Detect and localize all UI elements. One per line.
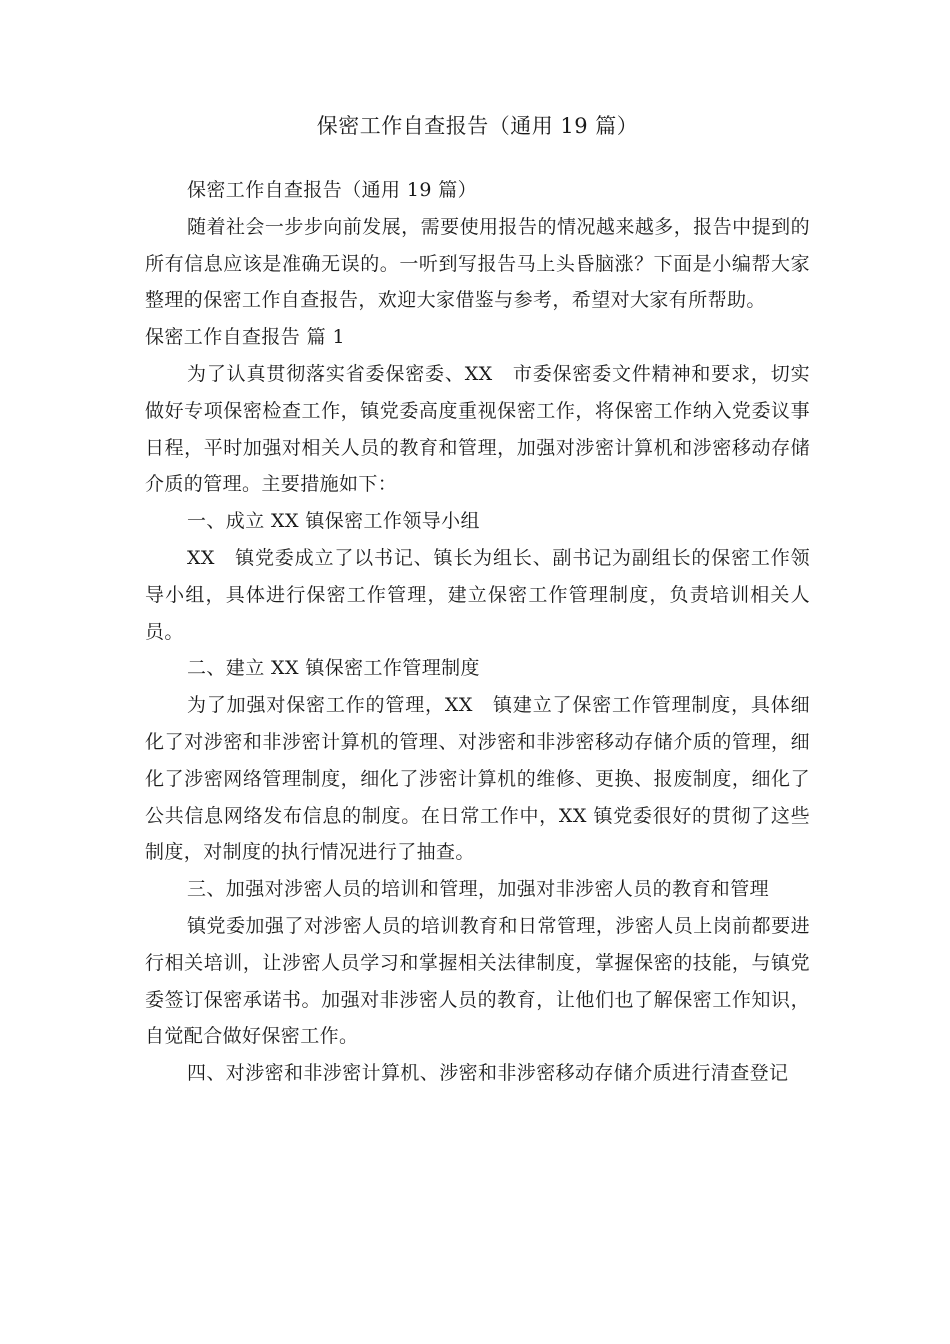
item-heading-1: 一、成立 XX 镇保密工作领导小组 [187, 510, 480, 533]
paragraph-subtitle: 保密工作自查报告（通用 19 篇） [187, 179, 478, 201]
paragraph-overview: 为了认真贯彻落实省委保密委、XX 市委保密委文件精神和要求，切实做好专项保密检查工作，镇党委高度重视保密工作，将保密工作纳入党委议事日程，平时加强对相关人员的教育和管理，加强对涉密计算机和涉密移动存储介质的管理。主要措施如下： [145, 362, 810, 496]
paragraph-intro: 随着社会一步步向前发展，需要使用报告的情况越来越多，报告中提到的所有信息应该是准确无误的。一听到写报告马上头昏脑涨？下面是小编帮大家整理的保密工作自查报告，欢迎大家借鉴与参考，希望对大家有所帮助。 [145, 215, 810, 312]
paragraph-item-3: 镇党委加强了对涉密人员的培训教育和日常管理，涉密人员上岗前都要进行相关培训，让涉密人员学习和掌握相关法律制度，掌握保密的技能，与镇党委签订保密承诺书。加强对非涉密人员的教育，让他们也了解保密工作知识，自觉配合做好保密工作。 [145, 914, 810, 1048]
section-heading: 保密工作自查报告 篇 1 [145, 326, 345, 349]
item-heading-4: 四、对涉密和非涉密计算机、涉密和非涉密移动存储介质进行清查登记 [187, 1062, 789, 1085]
paragraph-item-1: XX 镇党委成立了以书记、镇长为组长、副书记为副组长的保密工作领导小组，具体进行保密工作管理，建立保密工作管理制度，负责培训相关人员。 [145, 546, 810, 643]
item-heading-3: 三、加强对涉密人员的培训和管理，加强对非涉密人员的教育和管理 [187, 878, 770, 901]
document-title: 保密工作自查报告（通用 19 篇） [316, 114, 639, 138]
document-body [145, 172, 810, 1092]
item-heading-2: 二、建立 XX 镇保密工作管理制度 [187, 657, 480, 680]
paragraph-item-2: 为了加强对保密工作的管理，XX 镇建立了保密工作管理制度，具体细化了对涉密和非涉密计算机的管理、对涉密和非涉密移动存储介质的管理，细化了涉密网络管理制度，细化了涉密计算机的维修、更换、报废制度，细化了公共信息网络发布信息的制度。在日常工作中，XX 镇党委很好的贯彻了这些制度，对制度的执行情况进行了抽查。 [145, 694, 810, 864]
